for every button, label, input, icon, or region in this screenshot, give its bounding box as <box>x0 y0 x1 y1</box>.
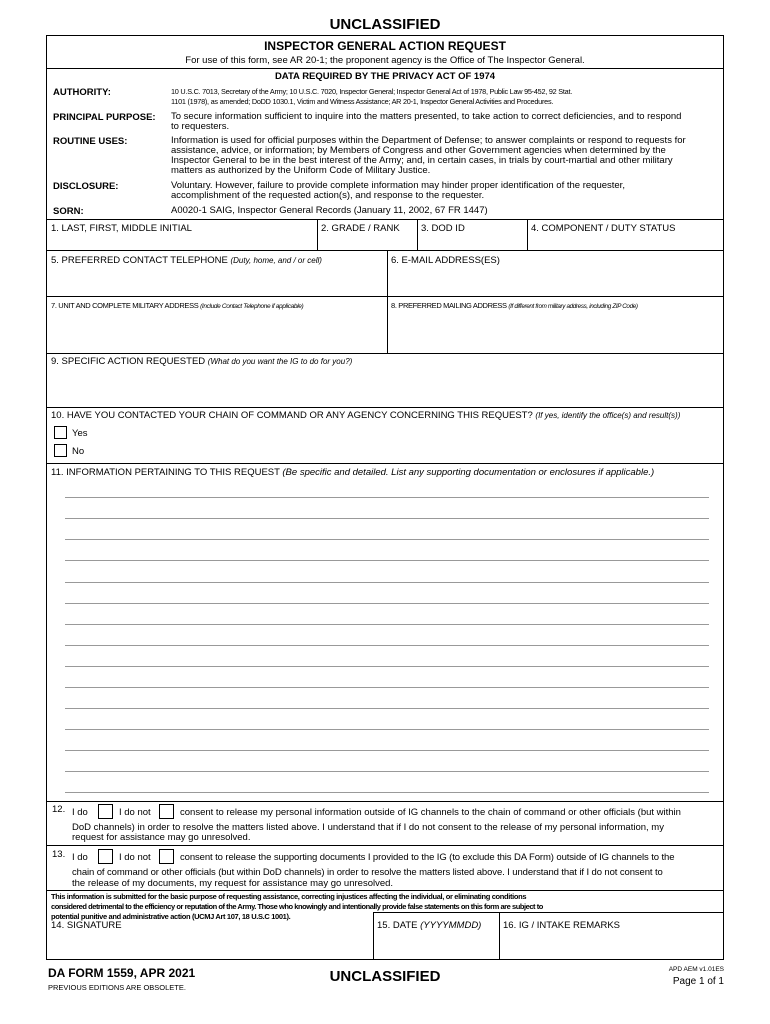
field-7-text: 7. UNIT AND COMPLETE MILITARY ADDRESS <box>51 301 199 310</box>
form-title: INSPECTOR GENERAL ACTION REQUEST <box>264 39 506 53</box>
consent-13-ido-checkbox[interactable] <box>98 849 113 864</box>
field-11-text: 11. INFORMATION PERTAINING TO THIS REQUEST <box>51 467 280 478</box>
consent-12-text-3: request for assistance may go unresolved. <box>72 832 251 843</box>
field-2-grade-label: 2. GRADE / RANK <box>321 223 400 234</box>
field-15-hint: (YYYYMMDD) <box>420 920 482 931</box>
consent-12-idonot-label: I do not <box>119 807 151 818</box>
routine-uses-label: ROUTINE USES: <box>53 136 128 147</box>
no-label: No <box>72 446 85 457</box>
field-7-hint: (Include Contact Telephone if applicable) <box>200 303 304 310</box>
field-3-dodid-label: 3. DOD ID <box>421 223 465 234</box>
field-14-signature-label: 14. SIGNATURE <box>51 920 122 931</box>
consent-12-text-2: DoD channels) in order to resolve the matters listed above. I understand that if I do not consent to the release of my personal information, my <box>72 822 664 833</box>
field-9-hint: (What do you want the IG to do for you?) <box>207 357 353 366</box>
name-input[interactable] <box>49 235 315 249</box>
field-9-text: 9. SPECIFIC ACTION REQUESTED <box>51 356 206 367</box>
component-duty-status-input[interactable] <box>529 235 723 249</box>
field-7-address-label <box>51 301 303 310</box>
form-subtitle: For use of this form, see AR 20-1; the proponent agency is the Office of The Inspector General. <box>185 55 585 66</box>
field-6-email-label: 6. E-MAIL ADDRESS(ES) <box>391 255 500 266</box>
field-11-info-label <box>51 467 654 478</box>
field-16-remarks-label: 16. IG / INTAKE REMARKS <box>503 920 621 931</box>
consent-12-number: 12. <box>52 804 66 815</box>
email-input[interactable] <box>389 267 723 295</box>
principal-purpose-text-1: To secure information sufficient to inquire into the matters presented, to take action to correct deficiencies, and to respond <box>171 111 682 122</box>
field-15-date-label <box>377 920 481 931</box>
disclosure-label: DISCLOSURE: <box>53 181 119 192</box>
form-version: APD AEM v1.01ES <box>668 966 724 973</box>
field-8-mailing-label <box>391 301 638 310</box>
routine-uses-text-4: matters as authorized by the Uniform Code of Military Justice. <box>171 165 431 176</box>
consent-12-text-1: consent to release my personal information outside of IG channels to the chain of command or other officials (but within <box>180 807 681 818</box>
consent-13-idonot-label: I do not <box>119 852 151 863</box>
no-checkbox[interactable] <box>54 444 67 457</box>
field-8-hint: (If different from military address, including ZIP Code) <box>508 303 638 310</box>
consent-13-text-1: consent to release the supporting documents I provided to the IG (to exclude this DA Form) outside of IG channels to the <box>180 852 675 863</box>
principal-purpose-label: PRINCIPAL PURPOSE: <box>53 112 156 123</box>
dod-id-input[interactable] <box>419 235 525 249</box>
field-5-text: 5. PREFERRED CONTACT TELEPHONE <box>51 255 228 266</box>
consent-13-text-3: the release of my documents, my request for assistance may go unresolved. <box>72 878 394 889</box>
field-4-component-label: 4. COMPONENT / DUTY STATUS <box>531 223 676 234</box>
classification-top: UNCLASSIFIED <box>329 16 441 33</box>
field-11-hint: (Be specific and detailed. List any supporting documentation or enclosures if applicable.) <box>282 467 655 478</box>
form-number: DA FORM 1559, APR 2021 <box>48 966 196 980</box>
classification-bottom: UNCLASSIFIED <box>329 968 441 985</box>
consent-12-idonot-checkbox[interactable] <box>159 804 174 819</box>
notice-text-3: potential punitive and administrative action (UCMJ Art 107, 18 U.S.C 1001). <box>51 912 291 921</box>
principal-purpose-text-2: to requesters. <box>171 121 230 132</box>
mailing-address-input[interactable] <box>389 312 723 352</box>
consent-13-number: 13. <box>52 849 66 860</box>
military-address-input[interactable] <box>49 312 385 352</box>
field-8-text: 8. PREFERRED MAILING ADDRESS <box>391 301 507 310</box>
signature-input[interactable] <box>49 932 371 958</box>
sorn-text: A0020-1 SAIG, Inspector General Records (January 11, 2002, 67 FR 1447) <box>171 205 488 216</box>
disclosure-text-2: accomplishment of the requested action(s), and response to the requester. <box>171 190 485 201</box>
chain-of-command-details-input[interactable] <box>127 422 723 460</box>
page-number: Page 1 of 1 <box>672 976 724 987</box>
field-15-text: 15. DATE <box>377 920 418 931</box>
consent-13-ido-label: I do <box>72 852 88 863</box>
field-9-action-label <box>51 356 352 367</box>
authority-text-2: 1101 (1978), as amended; DoDD 1030.1, Victim and Witness Assistance; AR 20-1, Inspector General Activities and Procedures. <box>171 97 554 106</box>
privacy-act-title: DATA REQUIRED BY THE PRIVACY ACT OF 1974 <box>274 71 496 82</box>
specific-action-input[interactable] <box>49 368 723 406</box>
date-input[interactable] <box>375 932 497 958</box>
information-textarea[interactable] <box>49 481 723 799</box>
consent-12-ido-checkbox[interactable] <box>98 804 113 819</box>
yes-label: Yes <box>72 428 88 439</box>
field-1-name-label: 1. LAST, FIRST, MIDDLE INITIAL <box>51 223 192 234</box>
authority-label: AUTHORITY: <box>53 87 111 98</box>
consent-12-ido-label: I do <box>72 807 88 818</box>
routine-uses-text-3: Inspector General to be in the best interest of the Army; and, in certain cases, in trials by court-martial and other military <box>171 155 673 166</box>
sorn-label: SORN: <box>53 206 84 217</box>
ig-remarks-input[interactable] <box>501 932 723 958</box>
field-10-hint: (If yes, identify the office(s) and result(s)) <box>535 411 681 420</box>
routine-uses-text-1: Information is used for official purposes within the Department of Defense; to answer complaints or respond to requests for <box>171 135 686 146</box>
notice-text-1: This information is submitted for the basic purpose of requesting assistance, correcting injustices affecting the individual, or eliminating conditions <box>51 892 527 901</box>
telephone-input[interactable] <box>49 267 385 295</box>
consent-13-idonot-checkbox[interactable] <box>159 849 174 864</box>
field-5-hint: (Duty, home, and / or cell) <box>230 256 322 265</box>
ig-action-request-form <box>46 35 724 960</box>
field-10-chain-label <box>51 410 680 421</box>
grade-rank-input[interactable] <box>319 235 415 249</box>
routine-uses-text-2: assistance, advice, or information; by Members of Congress and other Government agencies when determined by the <box>171 145 666 156</box>
previous-editions-note: PREVIOUS EDITIONS ARE OBSOLETE. <box>48 983 186 992</box>
yes-checkbox[interactable] <box>54 426 67 439</box>
disclosure-text-1: Voluntary. However, failure to provide complete information may hinder proper identification of the requester, <box>171 180 625 191</box>
consent-13-text-2: chain of command or other officials (but within DoD channels) in order to resolve the matters listed above. I understand that if I do not consent to <box>72 867 663 878</box>
field-5-telephone-label <box>51 255 322 266</box>
authority-text-1: 10 U.S.C. 7013, Secretary of the Army; 10 U.S.C. 7020, Inspector General; Inspector General Act of 1978, Public Law 95-452, 92 Stat. <box>171 87 572 96</box>
field-10-text: 10. HAVE YOU CONTACTED YOUR CHAIN OF COMMAND OR ANY AGENCY CONCERNING THIS REQUEST? <box>51 410 533 421</box>
notice-text-2: considered detrimental to the efficiency or reputation of the Army. Those who knowingly and intentionally provide false statements on this form are subject to <box>51 902 543 911</box>
